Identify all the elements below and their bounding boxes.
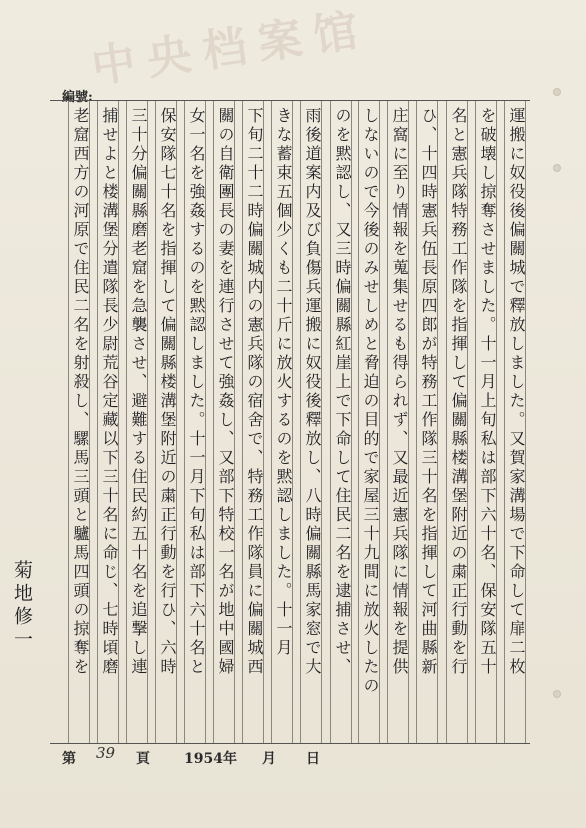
- manuscript-grid: [50, 100, 530, 744]
- text-column: [68, 101, 90, 743]
- column-text: しないので今後のみせしめと脅迫の目的で家屋三十九間に放火したの: [361, 107, 380, 696]
- text-column: [416, 101, 438, 743]
- text-column: [358, 101, 380, 743]
- author-signature: 菊地修一: [11, 560, 33, 652]
- page-prefix: 第: [62, 751, 76, 767]
- archive-watermark: 中央档案馆: [88, 3, 373, 94]
- column-text: 三十分偏關縣磨老窟を急襲させ、避難する住民約五十名を追撃し連: [129, 107, 148, 677]
- column-text: 庄窩に至り情報を蒐集せるも得られず、又最近憲兵隊に情報を提供: [390, 107, 409, 677]
- text-column: [242, 101, 264, 743]
- text-column: [475, 101, 497, 743]
- text-column: [330, 101, 352, 743]
- footer-day: 日: [306, 751, 320, 767]
- column-text: 關の自衛團長の妻を連行させて強姦し、又部下特校一名が地中國婦: [216, 107, 235, 677]
- column-text: 老窟西方の河原で住民二名を射殺し、騾馬三頭と驢馬四頭の掠奪を: [71, 107, 90, 677]
- footer-month: 月: [262, 751, 276, 767]
- text-column: [184, 101, 206, 743]
- column-text: を破壊し掠奪させました。十一月上旬私は部下六十名、保安隊五十: [478, 107, 497, 677]
- text-column: [300, 101, 322, 743]
- page-number: 39: [96, 744, 116, 762]
- serial-number-label: 編號:: [62, 90, 93, 105]
- text-column: [446, 101, 468, 743]
- page-suffix: 頁: [136, 751, 150, 767]
- footer-year: 1954年: [184, 751, 237, 767]
- column-text: 名と憲兵隊特務工作隊を指揮して偏關縣楼溝堡附近の粛正行動を行: [449, 107, 468, 677]
- column-text: 雨後道案内及び負傷兵運搬に奴役後釋放し、八時偏關縣馬家窓で大: [303, 107, 322, 677]
- column-text: 運搬に奴役後偏關城で釋放しました。又賀家溝場で下命して扉二枚: [507, 107, 526, 677]
- column-text: のを黙認し、又三時偏關縣紅崖上で下命して住民二名を逮捕させ、: [333, 107, 352, 677]
- column-text: 保安隊七十名を指揮して偏關縣楼溝堡附近の粛正行動を行ひ、六時: [158, 107, 177, 677]
- text-column: [387, 101, 409, 743]
- text-column: [126, 101, 148, 743]
- text-column: [155, 101, 177, 743]
- column-text: 女一名を強姦するのを黙認しました。十一月下旬私は部下六十名と: [187, 107, 206, 677]
- column-text: 下旬二十二時偏關城内の憲兵隊の宿舍で、特務工作隊員に偏關城西: [245, 107, 264, 677]
- column-text: きな蓄束五個少くも二十斤に放火するのを黙認しました。十一月: [274, 107, 293, 658]
- text-column: [97, 101, 119, 743]
- text-column: [504, 101, 526, 743]
- text-column: [213, 101, 235, 743]
- text-column: [271, 101, 293, 743]
- column-text: 捕せよと楼溝堡分遣隊長少尉荒谷定藏以下三十名に命じ、七時頃磨: [100, 107, 119, 677]
- column-text: ひ、十四時憲兵伍長原四郎が特務工作隊三十名を指揮して河曲縣新: [419, 107, 438, 677]
